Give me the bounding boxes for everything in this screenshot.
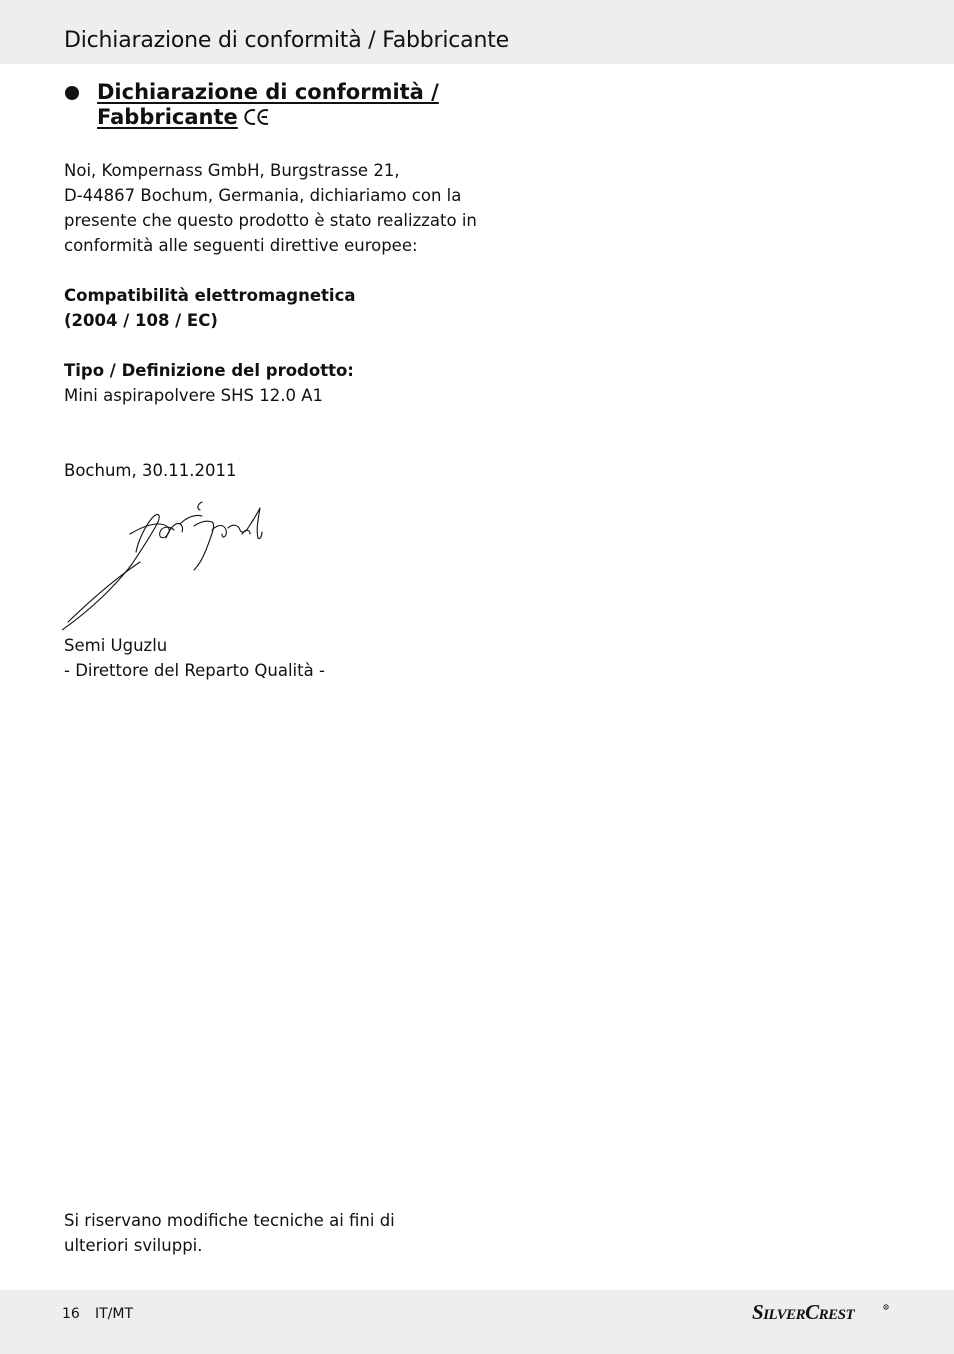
product-block bbox=[64, 358, 354, 408]
locale-code: IT/MT bbox=[95, 1306, 134, 1322]
page-number: 16 bbox=[62, 1306, 80, 1322]
section-heading-text bbox=[97, 80, 439, 132]
silvercrest-logo bbox=[752, 1299, 892, 1331]
declaration-line: Noi, Kompernass GmbH, Burgstrasse 21, bbox=[64, 161, 400, 180]
disclaimer-line: ulteriori sviluppi. bbox=[64, 1236, 203, 1255]
bullet-icon bbox=[65, 86, 79, 100]
disclaimer-line: Si riservano modifiche tecniche ai fini di bbox=[64, 1211, 395, 1230]
page-title: Dichiarazione di conformità / Fabbricante bbox=[64, 28, 509, 53]
signatory-block bbox=[64, 633, 325, 683]
declaration-line: presente che questo prodotto è stato realizzato in bbox=[64, 211, 477, 230]
section-heading-line2 bbox=[97, 105, 439, 132]
directive-code: (2004 / 108 / EC) bbox=[64, 311, 218, 330]
directive-block bbox=[64, 283, 356, 333]
declaration-line: D-44867 Bochum, Germania, dichiariamo con la bbox=[64, 186, 462, 205]
signatory-name: Semi Uguzlu bbox=[64, 636, 168, 655]
signatory-role: - Direttore del Reparto Qualità - bbox=[64, 661, 325, 680]
section-heading-line2-text: Fabbricante bbox=[97, 105, 238, 129]
product-label: Tipo / Definizione del prodotto: bbox=[64, 361, 354, 380]
ce-mark-icon bbox=[244, 107, 270, 132]
disclaimer bbox=[64, 1208, 395, 1258]
section-heading-line1: Dichiarazione di conformità / bbox=[97, 80, 439, 104]
signature-image bbox=[62, 494, 272, 638]
place-date: Bochum, 30.11.2011 bbox=[64, 461, 237, 480]
directive-name: Compatibilità elettromagnetica bbox=[64, 286, 356, 305]
svg-text:SILVERCREST: SILVERCREST bbox=[752, 1300, 855, 1324]
product-value: Mini aspirapolvere SHS 12.0 A1 bbox=[64, 386, 324, 405]
declaration-text bbox=[64, 158, 477, 258]
declaration-line: conformità alle seguenti direttive europee: bbox=[64, 236, 418, 255]
